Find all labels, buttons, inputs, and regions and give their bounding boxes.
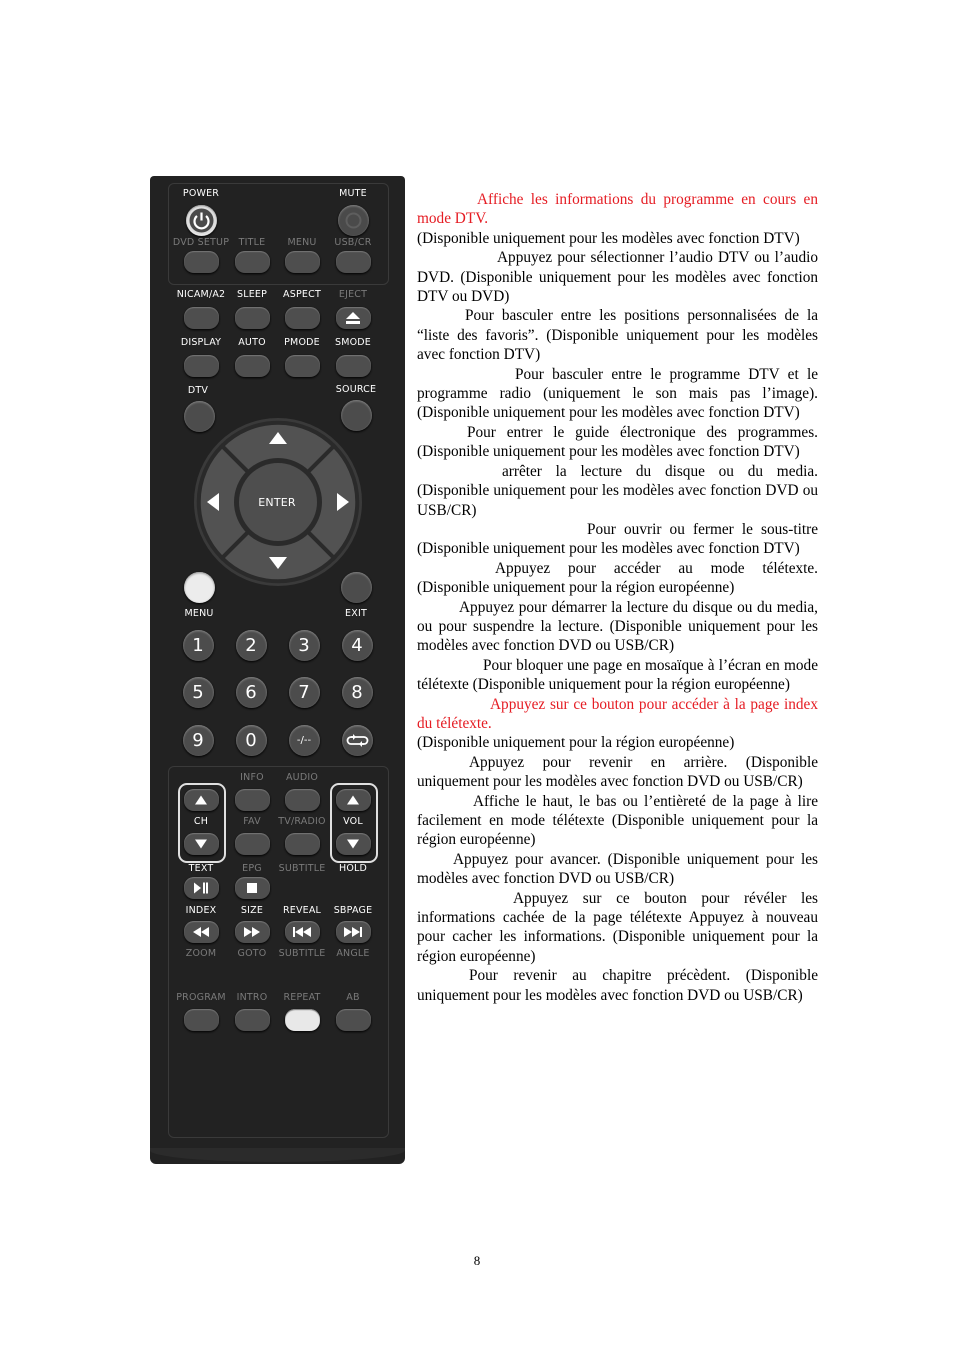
next-button[interactable]	[336, 921, 371, 943]
skip-back-icon	[293, 927, 311, 937]
intro-button[interactable]	[235, 1009, 270, 1031]
label-hold: HOLD	[338, 863, 368, 874]
description-paragraph: Pour entrer le guide électronique des programmes. (Disponible uniquement pour les modèles avec fonction DTV)	[417, 423, 818, 461]
description-paragraph: (Disponible uniquement pour les modèles avec fonction DTV)	[417, 229, 800, 247]
pmode-button[interactable]	[285, 355, 320, 377]
info-button[interactable]	[235, 789, 270, 811]
play-pause-icon	[194, 883, 208, 894]
label-source: SOURCE	[335, 384, 377, 395]
repeat-button[interactable]	[285, 1009, 320, 1031]
description-paragraph: Pour basculer entre les positions personnalisées de la “liste des favoris”. (Disponible uniquement pour les modèles avec fonction DTV)	[417, 307, 818, 364]
mute-button[interactable]	[338, 205, 369, 236]
page-number: 8	[473, 1253, 481, 1268]
description-paragraph: Pour revenir au chapitre précèdent. (Disponible uniquement pour les modèles avec fonction DVD ou USB/CR)	[417, 967, 818, 1004]
nicam-button[interactable]	[184, 307, 219, 329]
fast-forward-button[interactable]	[235, 921, 270, 943]
label-info: INFO	[240, 772, 264, 783]
play-pause-button[interactable]	[184, 877, 219, 899]
label-sleep: SLEEP	[236, 289, 268, 300]
label-display: DISPLAY	[180, 337, 222, 348]
volume-down-button[interactable]	[336, 833, 371, 855]
aspect-button[interactable]	[285, 307, 320, 329]
rewind-button[interactable]	[184, 921, 219, 943]
up-arrow-icon	[347, 796, 359, 805]
label-ab: AB	[346, 992, 360, 1003]
menu-button[interactable]	[184, 572, 215, 603]
description-paragraph: arrêter la lecture du disque ou du media. (Disponible uniquement pour les modèles avec fonction DVD ou USB/CR)	[417, 462, 818, 519]
label-fav: FAV	[243, 816, 261, 827]
description-paragraph: Appuyez sur ce bouton pour révéler les informations cachée de la page télétexte Appuyez à nouveau pour cacher les informations. (Disponible uniquement pour la région européenne)	[417, 889, 818, 965]
auto-button[interactable]	[235, 355, 270, 377]
label-pmode: PMODE	[284, 337, 320, 348]
description-paragraph: Affiche les informations du programme en cours en mode DTV.	[417, 191, 818, 228]
menu-top-button[interactable]	[285, 251, 320, 273]
tv-radio-button[interactable]	[285, 833, 320, 855]
description-paragraph: Affiche le haut, le bas ou l’entièreté de la page à lire facilement en mode télétexte (Disponible uniquement pour la région européenne)	[417, 792, 818, 849]
button-descriptions	[417, 190, 818, 1005]
label-zoom: ZOOM	[185, 948, 217, 959]
up-arrow-icon	[195, 796, 207, 805]
label-aspect: ASPECT	[283, 289, 321, 300]
stop-button[interactable]	[235, 877, 270, 899]
description-paragraph: Appuyez pour revenir en arrière. (Disponible uniquement pour les modèles avec fonction DVD ou USB/CR)	[417, 753, 818, 791]
label-index: INDEX	[185, 905, 217, 916]
number-button-1[interactable]: 1	[183, 630, 214, 661]
skip-forward-icon	[344, 927, 362, 937]
description-paragraph: Appuyez pour démarrer la lecture du disque ou du media, ou pour suspendre la lecture. (Disponible uniquement pour les modèles avec fonction DVD ou USB/CR)	[417, 598, 818, 655]
label-enter: ENTER	[258, 496, 296, 509]
label-usb-cr: USB/CR	[334, 237, 372, 248]
label-nicam: NICAM/A2	[176, 289, 226, 300]
program-button[interactable]	[184, 1009, 219, 1031]
label-auto: AUTO	[238, 337, 266, 348]
number-button-3[interactable]: 3	[289, 630, 320, 661]
label-power: POWER	[182, 188, 220, 199]
label-smode: SMODE	[334, 337, 372, 348]
ab-button[interactable]	[336, 1009, 371, 1031]
label-title: TITLE	[238, 237, 266, 248]
recall-button[interactable]	[342, 725, 373, 756]
label-eject: EJECT	[338, 289, 368, 300]
description-paragraph: Pour bloquer une page en mosaïque à l’écran en mode télétexte (Disponible uniquement pour la région européenne)	[417, 656, 818, 694]
channel-down-button[interactable]	[184, 833, 219, 855]
description-paragraph: (Disponible uniquement pour la région européenne)	[417, 734, 735, 752]
fav-button[interactable]	[235, 833, 270, 855]
number-button-4[interactable]: 4	[342, 630, 373, 661]
label-menu: MENU	[184, 608, 214, 619]
label-angle: ANGLE	[336, 948, 370, 959]
label-mute: MUTE	[339, 188, 367, 199]
down-arrow-icon	[347, 840, 359, 849]
label-repeat: REPEAT	[283, 992, 321, 1003]
label-subtitle: SUBTITLE	[278, 863, 326, 874]
label-text: TEXT	[188, 863, 214, 874]
previous-button[interactable]	[285, 921, 320, 943]
label-audio: AUDIO	[285, 772, 319, 783]
stop-icon	[247, 883, 257, 893]
number-button-9[interactable]: 9	[183, 725, 214, 756]
label-intro: INTRO	[236, 992, 268, 1003]
label-sbpage: SBPAGE	[333, 905, 373, 916]
label-tv-radio: TV/RADIO	[278, 816, 326, 827]
description-paragraph: Pour ouvrir ou fermer le sous-titre (Disponible uniquement pour les modèles avec fonction DTV)	[417, 520, 818, 558]
description-paragraph: Appuyez pour avancer. (Disponible uniquement pour les modèles avec fonction DVD ou USB/CR)	[417, 850, 818, 888]
description-paragraph: Appuyez pour accéder au mode télétexte. (Disponible uniquement pour la région européenne)	[417, 559, 818, 597]
description-paragraph: Appuyez sur ce bouton pour accéder à la page index du télétexte.	[417, 695, 818, 732]
volume-up-button[interactable]	[336, 789, 371, 811]
description-paragraph: Pour basculer entre le programme DTV et le programme radio (uniquement le son mais pas l’image). (Disponible uniquement pour les modèles avec fonction DTV)	[417, 365, 818, 422]
label-ch: CH	[193, 816, 209, 827]
label-program: PROGRAM	[176, 992, 226, 1003]
power-button[interactable]	[186, 205, 217, 236]
sleep-button[interactable]	[235, 307, 270, 329]
eject-icon	[346, 312, 360, 324]
display-button[interactable]	[184, 355, 219, 377]
down-arrow-icon	[195, 840, 207, 849]
label-epg: EPG	[242, 863, 262, 874]
mute-icon	[338, 205, 369, 236]
dash-button[interactable]: -/--	[289, 725, 320, 756]
label-reveal: REVEAL	[282, 905, 322, 916]
label-menu-top: MENU	[287, 237, 317, 248]
label-subtitle2: SUBTITLE	[278, 948, 326, 959]
description-paragraph: Appuyez pour sélectionner l’audio DTV ou l’audio DVD. (Disponible uniquement pour les modèles avec fonction DTV ou DVD)	[417, 249, 818, 306]
number-button-7[interactable]: 7	[289, 677, 320, 708]
title-button[interactable]	[235, 251, 270, 273]
channel-up-button[interactable]	[184, 789, 219, 811]
eject-button[interactable]	[336, 307, 371, 329]
dvd-setup-button[interactable]	[184, 251, 219, 273]
usb-cr-button[interactable]	[336, 251, 371, 273]
exit-button[interactable]	[341, 572, 372, 603]
audio-button[interactable]	[285, 789, 320, 811]
label-vol: VOL	[343, 816, 363, 827]
label-dvd-setup: DVD SETUP	[172, 237, 230, 248]
smode-button[interactable]	[336, 355, 371, 377]
recall-icon	[342, 725, 373, 756]
fast-forward-icon	[244, 927, 260, 937]
label-size: SIZE	[240, 905, 264, 916]
number-button-8[interactable]: 8	[342, 677, 373, 708]
number-button-2[interactable]: 2	[236, 630, 267, 661]
label-goto: GOTO	[237, 948, 267, 959]
number-button-5[interactable]: 5	[183, 677, 214, 708]
number-button-0[interactable]: 0	[236, 725, 267, 756]
number-button-6[interactable]: 6	[236, 677, 267, 708]
rewind-icon	[193, 927, 209, 937]
label-dtv: DTV	[187, 385, 209, 396]
label-exit: EXIT	[345, 608, 367, 619]
power-icon	[186, 205, 217, 236]
